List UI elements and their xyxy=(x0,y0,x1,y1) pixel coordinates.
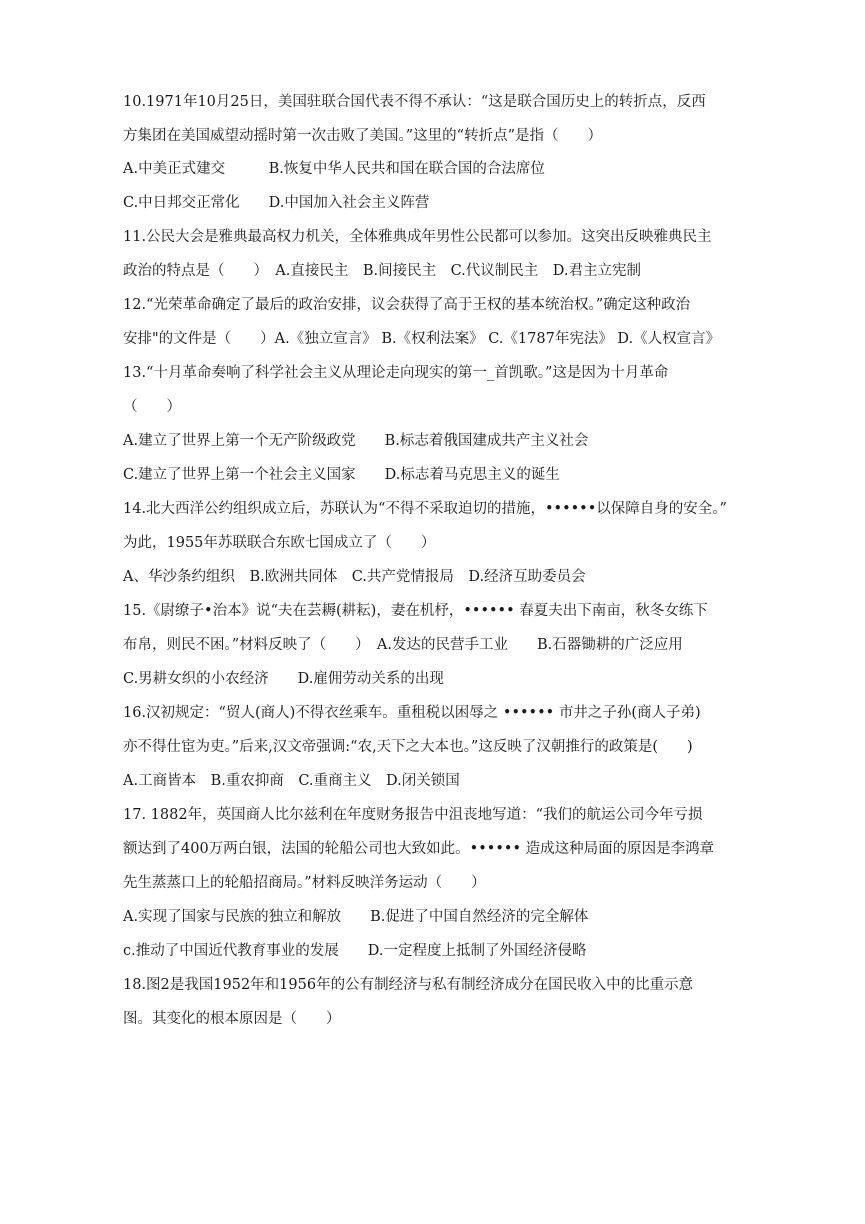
q11-stem-options: 政治的特点是（ ） A.直接民主 B.间接民主 C.代议制民主 D.君主立宪制 xyxy=(123,263,641,279)
q10-stem-line-2: 方集团在美国威望动摇时第一次击败了美国。”这里的“转折点”是指（ ） xyxy=(123,128,602,144)
q13-options-cd: C.建立了世界上第一个社会主义国家 D.标志着马克思主义的诞生 xyxy=(123,467,560,483)
q16-stem-line-1: 16.汉初规定：“贸人(商人)不得衣丝乘车。重租税以困辱之 •••••• 市井之子孙(商人子弟) xyxy=(123,705,701,721)
q13-answer-blank: （ ） xyxy=(123,399,181,415)
q13-stem-line-1: 13.“十月革命奏响了科学社会主义从理论走向现实的第一_首凯歌。”这是因为十月革命 xyxy=(123,365,669,381)
q12-stem-line-1: 12.“光荣革命确定了最后的政治安排，议会获得了高于王权的基本统治权。”确定这种政治 xyxy=(123,297,691,313)
q12-stem-options: 安排"的文件是（ ）A.《独立宣言》 B.《权利法案》 C.《1787年宪法》 D.《人权宣言》 xyxy=(123,331,721,347)
q16-stem-line-2: 亦不得仕宦为吏。”后来,汉文帝强调:“农,天下之大本也。”这反映了汉朝推行的政策是( ) xyxy=(123,739,693,755)
q14-stem-line-2: 为此，1955年苏联联合东欧七国成立了（ ） xyxy=(123,535,436,551)
q17-stem-line-2: 额达到了400万两白银，法国的轮船公司也大致如此。•••••• 造成这种局面的原因是李鸿章 xyxy=(123,841,715,857)
q17-stem-line-3: 先生蒸蒸口上的轮船招商局。”材料反映洋务运动（ ） xyxy=(123,875,486,891)
q17-options-cd: c.推动了中国近代教育事业的发展 D.一定程度上抵制了外国经济侵略 xyxy=(123,943,587,959)
q10-options-cd: C.中日邦交正常化 D.中国加入社会主义阵营 xyxy=(123,195,430,211)
q10-options-ab: A.中美正式建交 B.恢复中华人民共和国在联合国的合法席位 xyxy=(123,161,545,177)
q15-options-cd: C.男耕女织的小农经济 D.雇佣劳动关系的出现 xyxy=(123,671,444,687)
q15-stem-options: 布帛，则民不困。”材料反映了（ ） A.发达的民营手工业 B.石器锄耕的广泛应用 xyxy=(123,637,683,653)
q18-stem-line-1: 18.图2是我国1952年和1956年的公有制经济与私有制经济成分在国民收入中的比重示意 xyxy=(123,977,694,993)
q14-options: A、华沙条约组织 B.欧洲共同体 C.共产党情报局 D.经济互助委员会 xyxy=(123,569,586,585)
q16-options: A.工商皆本 B.重农抑商 C.重商主义 D.闭关锁国 xyxy=(123,773,460,789)
q14-stem-line-1: 14.北大西洋公约组织成立后，苏联认为“不得不采取迫切的措施，••••••以保障自身的安全。” xyxy=(123,501,727,517)
q15-stem-line-1: 15.《尉缭子•治本》说“夫在芸耨(耕耘)，妻在机杼，•••••• 春夏夫出下南亩，秋冬女练下 xyxy=(123,603,708,619)
q18-stem-line-2: 图。其变化的根本原因是（ ） xyxy=(123,1011,341,1027)
q11-stem-line-1: 11.公民大会是雅典最高权力机关，全体雅典成年男性公民都可以参加。这突出反映雅典民主 xyxy=(123,229,712,245)
q10-stem-line-1: 10.1971年10月25日，美国驻联合国代表不得不承认：“这是联合国历史上的转折点，反西 xyxy=(123,94,706,110)
q17-options-ab: A.实现了国家与民族的独立和解放 B.促进了中国自然经济的完全解体 xyxy=(123,909,589,925)
q13-options-ab: A.建立了世界上第一个无产阶级政党 B.标志着俄国建成共产主义社会 xyxy=(123,433,589,449)
q17-stem-line-1: 17. 1882年，英国商人比尔兹利在年度财务报告中沮丧地写道：“我们的航运公司今年亏损 xyxy=(123,807,703,823)
